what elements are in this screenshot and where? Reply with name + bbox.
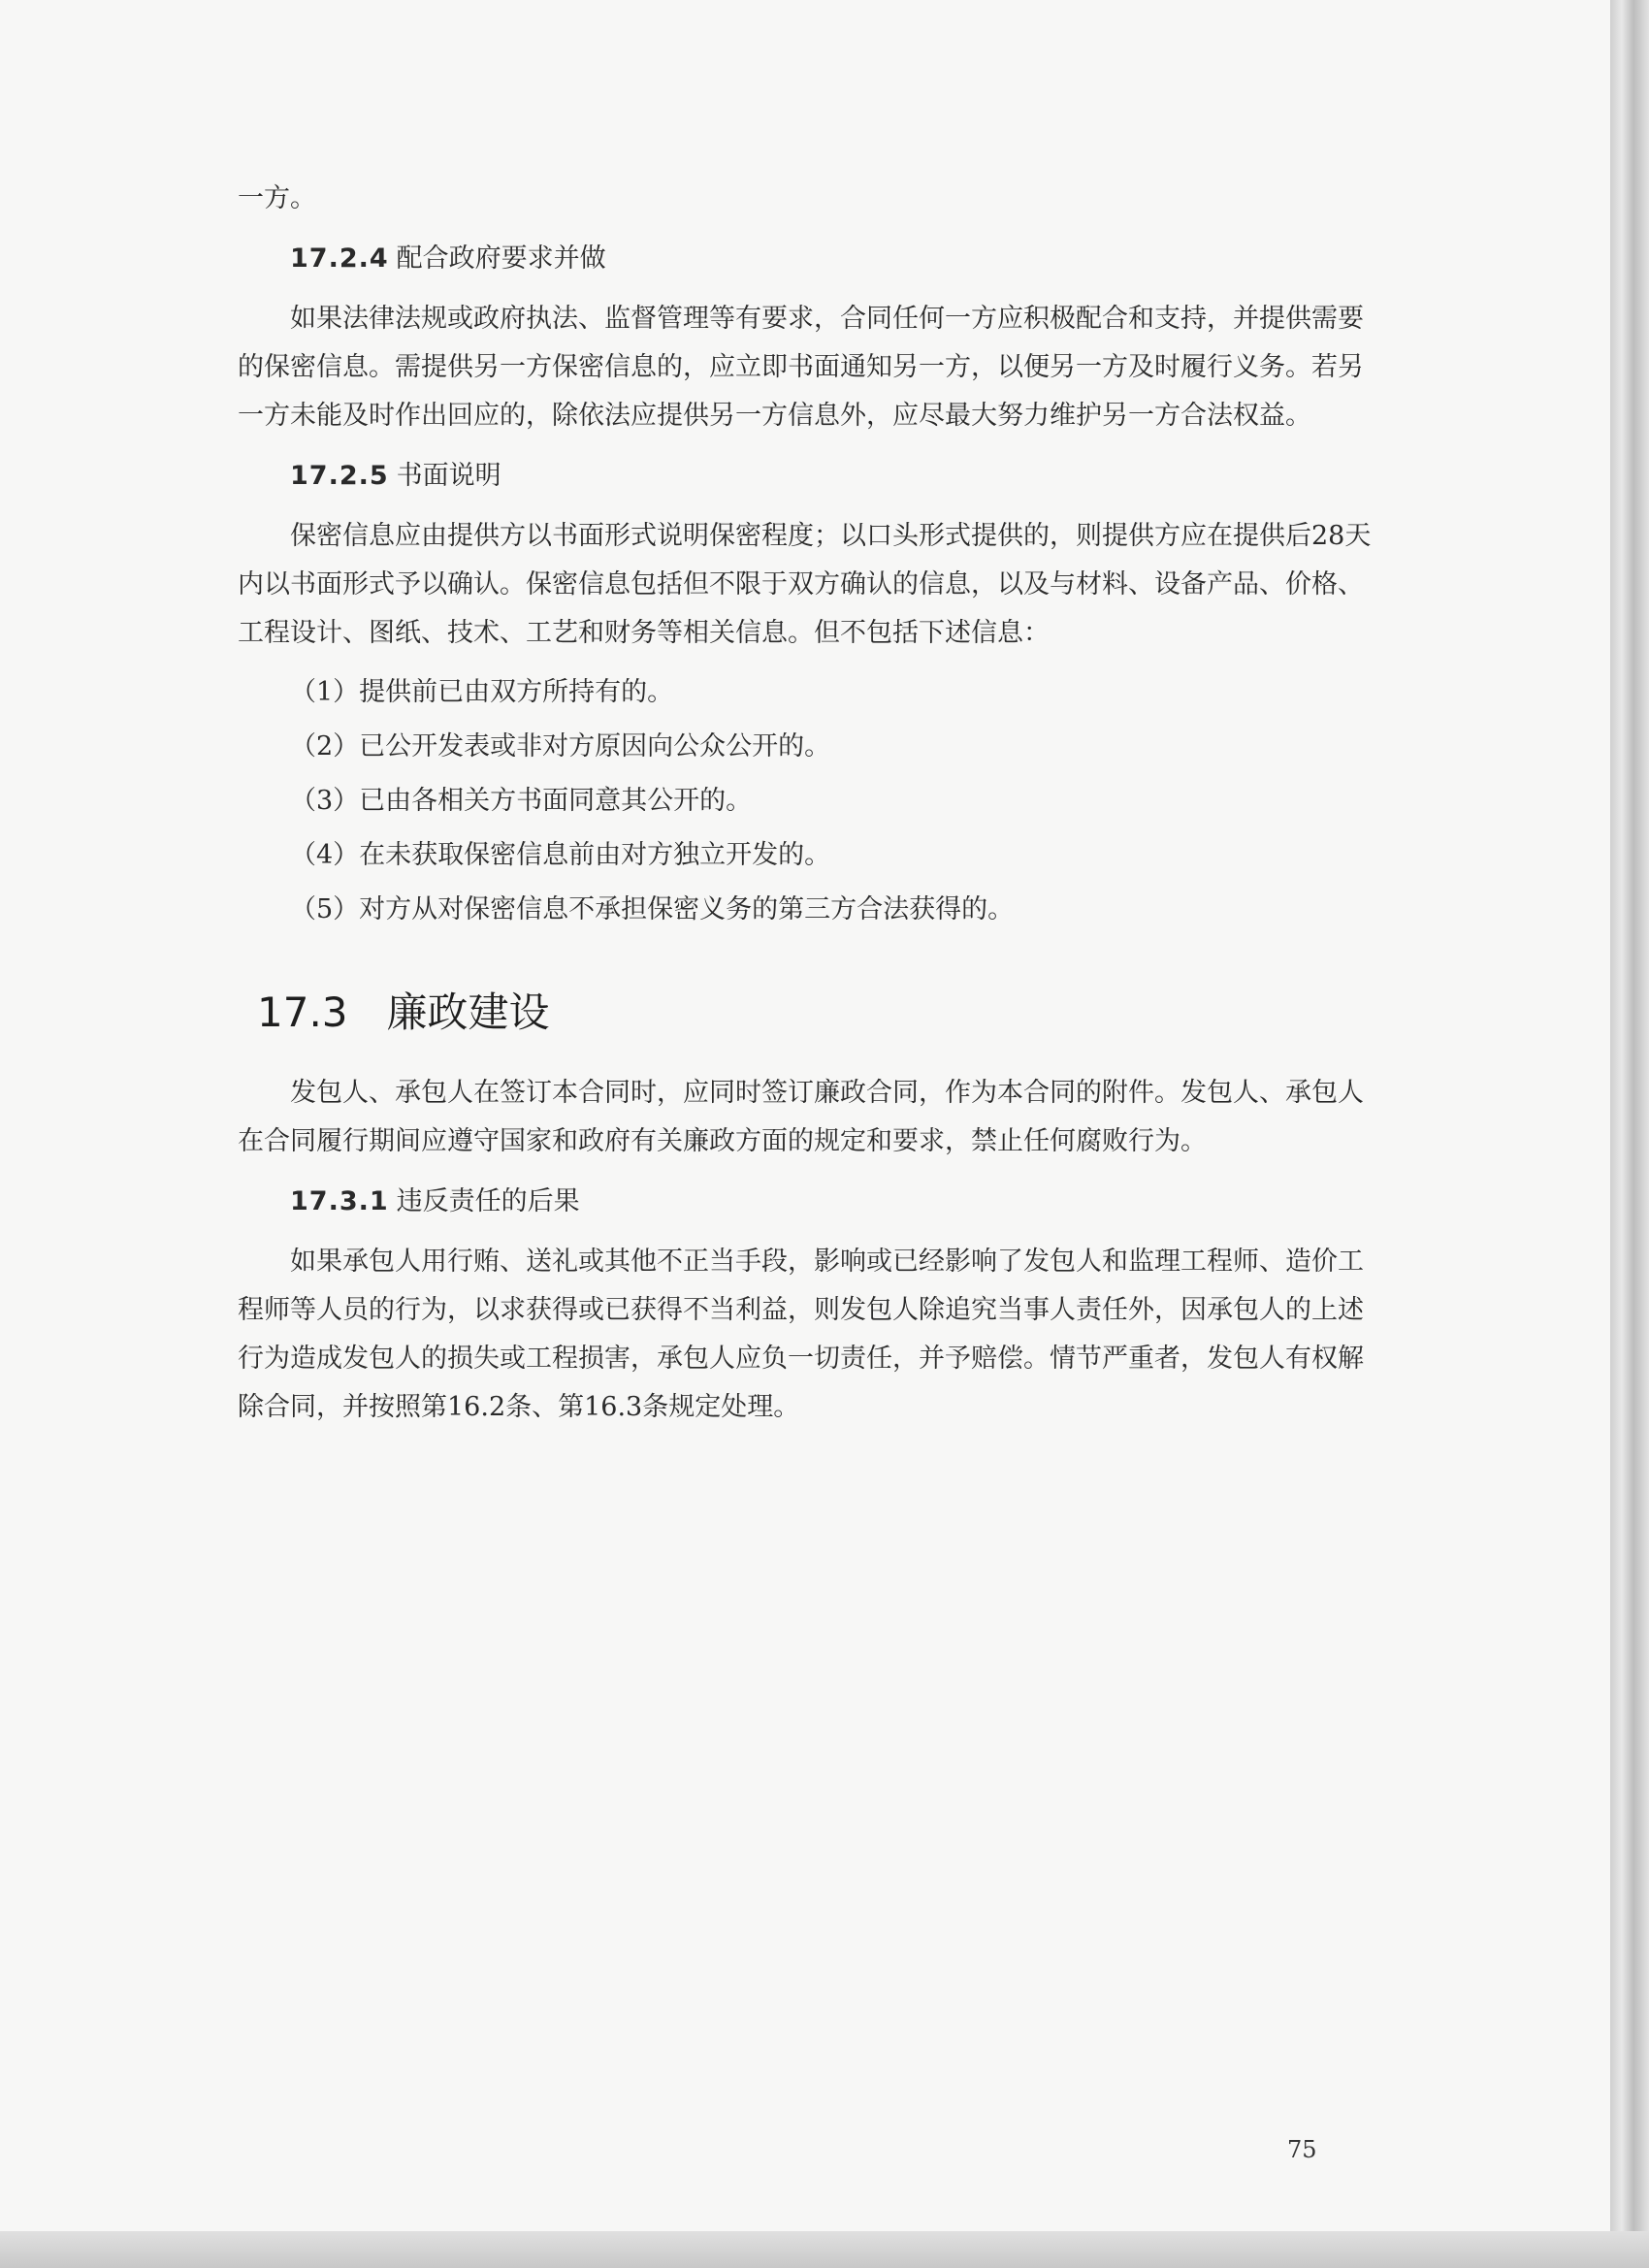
paragraph: 如果法律法规或政府执法、监督管理等有要求，合同任何一方应积极配合和支持，并提供需要的保密信息。需提供另一方保密信息的，应立即书面通知另一方，以便另一方及时履行义务。若另一方未能及时作出回应的，除依法应提供另一方信息外，应尽最大努力维护另一方合法权益。: [238, 304, 1364, 431]
subsection-heading-17-3-1: [290, 1178, 1377, 1226]
document-body: [238, 175, 1377, 1432]
subsection-title: 配合政府要求并做: [396, 243, 606, 274]
section-number: 17.3: [257, 988, 348, 1036]
list-item: （5）对方从对保密信息不承担保密义务的第三方合法获得的。: [290, 894, 1015, 924]
list-item: （2）已公开发表或非对方原因向公众公开的。: [290, 731, 831, 761]
page-stack-edge: [1610, 0, 1649, 2268]
list-item: （3）已由各相关方书面同意其公开的。: [290, 786, 753, 816]
continuation-text: 一方。: [238, 183, 316, 213]
exclusion-list: [238, 673, 1377, 929]
paragraph: 如果承包人用行贿、送礼或其他不正当手段，影响或已经影响了发包人和监理工程师、造价工程师等人员的行为，以求获得或已获得不当利益，则发包人除追究当事人责任外，因承包人的上述行为造成发包人的损失或工程损害，承包人应负一切责任，并予赔偿。情节严重者，发包人有权解除合同，并按照第16.2条、第16.3条规定处理。: [238, 1247, 1364, 1422]
section-title-17-3: [257, 986, 1377, 1040]
subsection-heading-17-2-5: [290, 452, 1377, 501]
subsection-number: 17.2.5: [290, 461, 389, 491]
paragraph: 保密信息应由提供方以书面形式说明保密程度；以口头形式提供的，则提供方应在提供后28天内以书面形式予以确认。保密信息包括但不限于双方确认的信息，以及与材料、设备产品、价格、工程设计、图纸、技术、工艺和财务等相关信息。但不包括下述信息：: [238, 521, 1372, 648]
page-number: 75: [1287, 2136, 1317, 2163]
subsection-number: 17.2.4: [290, 243, 389, 274]
scan-bottom-edge: [0, 2231, 1649, 2268]
list-item: （1）提供前已由双方所持有的。: [290, 677, 674, 707]
subsection-title: 违反责任的后果: [396, 1186, 580, 1216]
list-item: （4）在未获取保密信息前由对方独立开发的。: [290, 840, 831, 870]
section-title-text: 廉政建设: [386, 988, 550, 1036]
subsection-number: 17.3.1: [290, 1186, 389, 1216]
subsection-title: 书面说明: [396, 461, 501, 491]
subsection-heading-17-2-4: [290, 235, 1377, 283]
paragraph: 发包人、承包人在签订本合同时，应同时签订廉政合同，作为本合同的附件。发包人、承包人在合同履行期间应遵守国家和政府有关廉政方面的规定和要求，禁止任何腐败行为。: [238, 1078, 1364, 1156]
